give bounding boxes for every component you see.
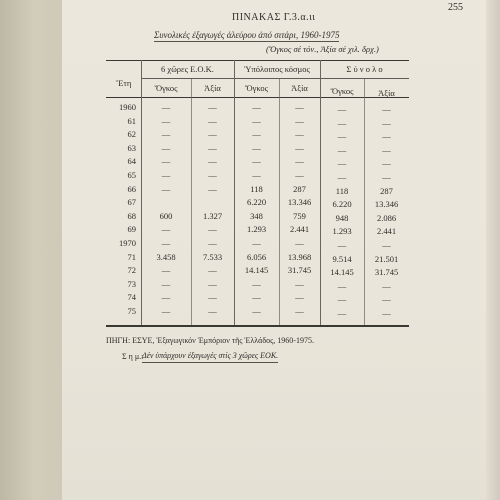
table-cell: — bbox=[252, 129, 261, 140]
year-label: 62 bbox=[127, 129, 136, 140]
subheader-volume: Ὄγκος bbox=[154, 83, 178, 93]
table-cell: 6.056 bbox=[246, 251, 267, 262]
table-cell: — bbox=[252, 278, 261, 289]
table-cell: — bbox=[161, 265, 171, 276]
year-label: 71 bbox=[127, 251, 136, 262]
table-cell: — bbox=[337, 280, 347, 291]
year-label: 61 bbox=[127, 115, 136, 126]
table-cell: — bbox=[208, 170, 217, 180]
table-cell: 118 bbox=[250, 183, 263, 194]
table-cell: — bbox=[252, 292, 261, 303]
year-label: 67 bbox=[127, 197, 136, 208]
table-cell: — bbox=[337, 308, 347, 318]
table-cell: — bbox=[295, 278, 304, 289]
year-label: 63 bbox=[127, 142, 136, 153]
table-cell: 348 bbox=[250, 210, 263, 221]
table-cell: 1.293 bbox=[332, 226, 352, 237]
table-cell: — bbox=[208, 129, 217, 140]
table-top-rule bbox=[106, 60, 409, 61]
table-cell: 287 bbox=[293, 183, 306, 194]
table-cell: — bbox=[252, 156, 261, 167]
subheader-value: Ἀξία bbox=[204, 83, 221, 93]
table-cell: 13.346 bbox=[374, 199, 399, 210]
table-subtitle: Συνολικές ἐξαγωγές ἀλεύρου ἀπό σιτάρι, 1960-1975 bbox=[154, 30, 340, 40]
table-cell: 1.293 bbox=[246, 224, 267, 235]
subheader-value: Ἀξία bbox=[378, 88, 395, 98]
table-cell: — bbox=[382, 158, 391, 169]
year-label: 72 bbox=[127, 265, 136, 276]
table-cell: — bbox=[208, 238, 217, 248]
table-cell: — bbox=[208, 306, 217, 316]
table-cell: — bbox=[382, 294, 391, 305]
group-header-rest-of-world: Ὑπόλοιπος κόσμος bbox=[244, 64, 310, 74]
table-cell: — bbox=[208, 278, 217, 289]
table-cell: 118 bbox=[335, 185, 349, 196]
table-cell: — bbox=[208, 156, 217, 167]
year-label: 73 bbox=[127, 278, 136, 289]
table-cell: 1.327 bbox=[202, 210, 223, 221]
table-cell: — bbox=[161, 306, 171, 316]
table-cell: 13.968 bbox=[287, 251, 312, 262]
table-cell: 759 bbox=[293, 210, 306, 221]
table-cell: — bbox=[161, 115, 171, 126]
table-cell: — bbox=[337, 294, 347, 305]
table-cell: — bbox=[161, 156, 171, 167]
page-number: 255 bbox=[448, 2, 463, 13]
table-cell: — bbox=[161, 238, 171, 248]
year-label: 75 bbox=[127, 306, 136, 316]
table-cell: — bbox=[382, 104, 391, 114]
table-cell: — bbox=[252, 238, 261, 248]
table-cell: 600 bbox=[159, 210, 173, 221]
subheader-volume: Ὄγκος bbox=[330, 86, 354, 96]
group-header-eec: 6 χῶρες Ε.Ο.Κ. bbox=[161, 64, 214, 74]
table-cell: — bbox=[295, 238, 304, 248]
table-cell: 14.145 bbox=[330, 267, 354, 278]
year-label: 69 bbox=[127, 224, 136, 235]
table-cell: 2.441 bbox=[376, 226, 397, 237]
table-cell: — bbox=[337, 104, 347, 114]
table-cell: — bbox=[295, 102, 304, 112]
group-header-total: Σ ύ ν ο λ ο bbox=[346, 64, 383, 74]
note-text: Δέν ὑπάρχουν ἐξαγωγές στίς 3 χῶρες ΕΟΚ. bbox=[142, 351, 278, 363]
table-cell: — bbox=[208, 265, 217, 276]
table-cell: — bbox=[295, 115, 304, 126]
table-cell: 31.745 bbox=[287, 265, 312, 276]
page-edge bbox=[486, 0, 500, 500]
table-cell: — bbox=[295, 306, 304, 316]
table-cell: 948 bbox=[335, 212, 349, 223]
subheader-volume: Ὄγκος bbox=[244, 83, 269, 93]
book-spine-shadow bbox=[0, 0, 62, 500]
table-cell: — bbox=[382, 172, 391, 182]
table-cell: — bbox=[161, 170, 171, 180]
year-label: 74 bbox=[127, 292, 136, 303]
table-cell: — bbox=[337, 117, 347, 128]
table-cell: — bbox=[208, 183, 217, 194]
table-cell: — bbox=[382, 144, 391, 155]
table-cell: — bbox=[208, 115, 217, 126]
table-cell: — bbox=[252, 142, 261, 153]
table-cell: — bbox=[208, 292, 217, 303]
table-cell: — bbox=[382, 131, 391, 142]
table-cell: — bbox=[161, 292, 171, 303]
table-cell: 2.086 bbox=[376, 212, 397, 223]
table-cell: — bbox=[161, 102, 171, 112]
table-cell: 6.220 bbox=[246, 197, 267, 208]
table-cell: — bbox=[161, 129, 171, 140]
table-cell: — bbox=[295, 129, 304, 140]
table-cell: — bbox=[252, 306, 261, 316]
table-cell: — bbox=[382, 240, 391, 250]
table-cell: — bbox=[337, 131, 347, 142]
table-cell: — bbox=[208, 224, 217, 235]
table-cell: 13.346 bbox=[287, 197, 312, 208]
table-cell: — bbox=[382, 117, 391, 128]
table-cell: — bbox=[161, 183, 171, 194]
table-cell: 287 bbox=[380, 185, 393, 196]
table-cell: — bbox=[295, 170, 304, 180]
subheader-value: Ἀξία bbox=[291, 83, 308, 93]
table-cell: — bbox=[252, 170, 261, 180]
table-cell: 21.501 bbox=[374, 253, 399, 264]
book-page bbox=[62, 0, 500, 500]
table-bottom-rule bbox=[106, 325, 409, 327]
table-cell: 2.441 bbox=[289, 224, 310, 235]
table-cell: — bbox=[208, 142, 217, 153]
table-cell: 7.533 bbox=[202, 251, 223, 262]
year-column-header: Ἔτη bbox=[115, 78, 132, 88]
year-label: 66 bbox=[127, 183, 136, 194]
group-header-rule bbox=[141, 78, 409, 79]
table-cell: — bbox=[337, 240, 347, 250]
table-cell: — bbox=[252, 102, 261, 112]
table-cell: 3.458 bbox=[156, 251, 176, 262]
table-cell: — bbox=[337, 158, 347, 169]
table-cell: — bbox=[295, 142, 304, 153]
table-cell: — bbox=[295, 156, 304, 167]
source-note: ΠΗΓΗ: ΕΣΥΕ, Ἐξαγωγικόν Ἐμπόριον τῆς Ἑλλάδος, 1960-1975. bbox=[106, 336, 314, 345]
note-label: Σ η μ.: bbox=[122, 352, 144, 361]
year-label: 65 bbox=[127, 170, 136, 180]
table-cell: — bbox=[382, 280, 391, 291]
year-label: 68 bbox=[127, 210, 136, 221]
year-label: 64 bbox=[127, 156, 136, 167]
table-cell: — bbox=[161, 142, 171, 153]
table-cell: — bbox=[161, 278, 171, 289]
year-label: 1970 bbox=[119, 238, 136, 248]
table-cell: — bbox=[252, 115, 261, 126]
year-label: 1960 bbox=[119, 102, 136, 112]
table-cell: — bbox=[161, 224, 171, 235]
units-note: (Ὄγκος σέ τόν., Ἀξία σέ χιλ. δρχ.) bbox=[266, 44, 379, 54]
table-title: ΠΙΝΑΚΑΣ Γ.3.α.ιι bbox=[232, 12, 316, 23]
table-cell: 31.745 bbox=[374, 267, 399, 278]
table-cell: — bbox=[208, 102, 217, 112]
table-cell: — bbox=[382, 308, 391, 318]
table-cell: — bbox=[337, 144, 347, 155]
table-cell: 6.220 bbox=[332, 199, 352, 210]
table-cell: 14.145 bbox=[244, 265, 269, 276]
table-cell: — bbox=[337, 172, 347, 182]
table-cell: 9.514 bbox=[332, 253, 352, 264]
table-cell: — bbox=[295, 292, 304, 303]
